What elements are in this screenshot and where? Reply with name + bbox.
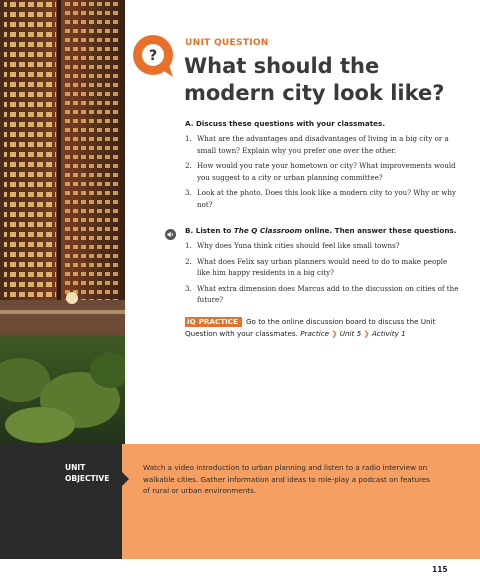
- objective-notch: [122, 472, 129, 486]
- objective-label-box: [0, 444, 122, 559]
- svg-text:?: ?: [148, 48, 158, 64]
- iq-practice-note: [185, 316, 455, 340]
- unit-objective-panel: [0, 444, 480, 559]
- page-title: What should the modern city look like?: [184, 54, 445, 105]
- list-item: 2. How would you rate your hometown or city? What improvements would you suggest to a city or urban planning committee?: [185, 161, 456, 182]
- section-a-questions: [185, 133, 460, 214]
- list-item: 3. Look at the photo. Does this look like a modern city to you? Why or why not?: [185, 188, 456, 209]
- list-item: 1. Why does Yuna think cities should feel like small towns?: [185, 241, 400, 250]
- chevron-right-icon: ❯: [331, 329, 338, 338]
- objective-text: Watch a video introduction to urban planning and listen to a radio interview on walkable cities. Gather information and ideas to role-play a podcast on features of rural or urban environments.: [143, 463, 431, 495]
- question-mark-speech-icon: [131, 33, 175, 77]
- section-b-letter: B.: [185, 226, 194, 235]
- section-a-text: Discuss these questions with your classmates.: [195, 119, 386, 128]
- practice-path[interactable]: Practice ❯ Unit 5 ❯ Activity 1: [300, 329, 406, 338]
- section-a-letter: A.: [185, 119, 194, 128]
- q-classroom-title: The Q Classroom: [233, 226, 302, 235]
- speaker-audio-icon[interactable]: [165, 225, 176, 236]
- list-item: 2. What does Felix say urban planners would need to do to make people like him happy residents in a big city?: [185, 256, 448, 277]
- objective-label: UNIT OBJECTIVE: [65, 463, 110, 483]
- page-number: 115: [432, 565, 448, 574]
- list-item: 1. What are the advantages and disadvantages of living in a big city or a small town? Explain why you prefer one over the other.: [185, 134, 449, 155]
- section-a-instruction: [185, 119, 460, 128]
- list-item: 3. What extra dimension does Marcus add to the discussion on cities of the future?: [185, 283, 459, 304]
- unit-question-label: UNIT QUESTION: [185, 38, 269, 48]
- section-b-questions: [185, 240, 460, 310]
- city-photo-graphic: [0, 0, 125, 444]
- chevron-right-icon: ❯: [363, 329, 370, 338]
- iq-practice-text: Go to the online discussion board to discuss the Unit Question with your classmates.: [185, 317, 436, 338]
- city-building-photo: [0, 0, 125, 444]
- iq-practice-badge: iQ PRACTICE: [185, 317, 242, 327]
- section-b-instruction: B. Listen to The Q Classroom online. Then answer these questions.: [185, 226, 457, 235]
